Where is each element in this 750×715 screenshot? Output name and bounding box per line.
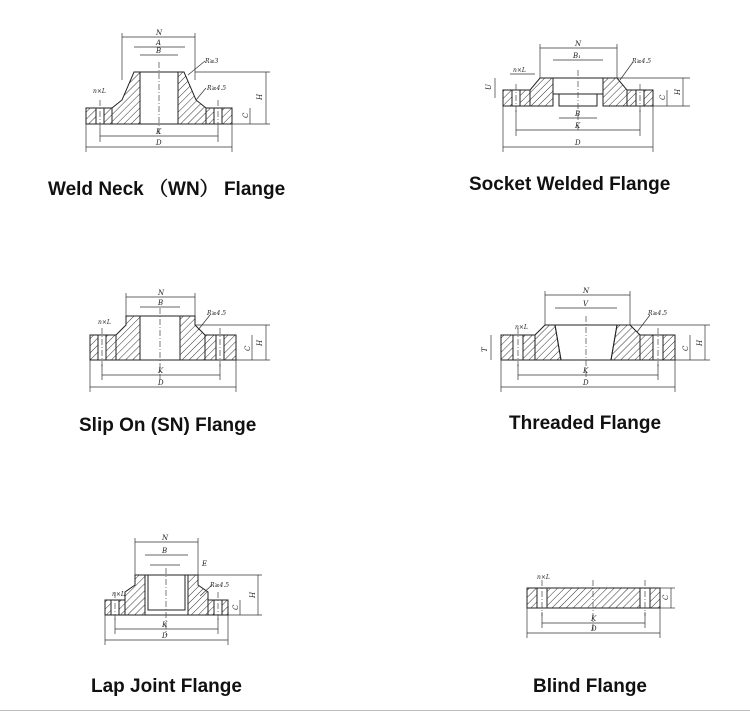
- dim-d-label: D: [162, 632, 168, 640]
- dim-d-label: D: [158, 379, 164, 387]
- dim-nxl-label: n×L: [515, 324, 528, 331]
- dim-h-label: H: [256, 93, 264, 100]
- dim-r1-label: R≥4.5: [210, 582, 230, 589]
- dim-r1-label: R≥4.5: [648, 310, 668, 317]
- lap-joint-flange-panel: [0, 530, 375, 710]
- dim-c-label: C: [244, 345, 252, 351]
- dim-d-label: D: [575, 139, 581, 147]
- dim-c-label: C: [662, 594, 670, 600]
- dim-b-label: B: [162, 547, 168, 555]
- dim-k-label: K: [156, 128, 162, 136]
- dim-h-label: H: [256, 339, 264, 346]
- dim-u-label: U: [485, 84, 493, 90]
- blind-caption: Blind Flange: [533, 676, 647, 697]
- threaded-flange-panel: [375, 280, 750, 460]
- dim-d-label: D: [156, 139, 162, 147]
- dim-c-label: C: [659, 94, 667, 100]
- weld-neck-flange-drawing: [0, 0, 375, 170]
- dim-r1-label: R≥4.5: [207, 310, 227, 317]
- dim-c-label: C: [232, 604, 240, 610]
- dim-n-label: N: [583, 287, 590, 295]
- threaded-flange-drawing: [375, 280, 750, 405]
- dim-k-label: K: [583, 367, 589, 375]
- dim-e-label: E: [202, 560, 208, 568]
- socket-welded-caption: Socket Welded Flange: [469, 174, 671, 195]
- socket-welded-flange-drawing: [375, 0, 750, 170]
- dim-d-label: D: [591, 625, 597, 633]
- dim-nxl-label: n×L: [98, 319, 111, 326]
- weld-neck-flange-panel: [0, 0, 375, 230]
- dim-h-label: H: [674, 88, 682, 95]
- dim-n-label: N: [575, 40, 582, 48]
- dim-nxl-label: n×L: [537, 574, 550, 581]
- dim-n-label: N: [158, 289, 165, 297]
- dim-nxl-label: n×L: [112, 591, 125, 598]
- dim-k-label: K: [575, 122, 581, 130]
- dim-c-label: C: [242, 112, 250, 118]
- lap-joint-caption: Lap Joint Flange: [91, 676, 242, 697]
- dim-n-label: N: [156, 29, 163, 37]
- dim-b-label: B: [158, 299, 164, 307]
- dim-v-label: V: [583, 300, 589, 308]
- dim-r2-label: R≥4.5: [207, 85, 227, 92]
- weld-neck-caption: Weld Neck （WN） Flange: [48, 179, 286, 200]
- dim-b1-label: B₁: [573, 52, 581, 60]
- dim-nxl-label: n×L: [93, 88, 106, 95]
- dim-b-label: B: [575, 110, 581, 118]
- dim-h-label: H: [249, 591, 257, 598]
- blind-flange-panel: [375, 530, 750, 710]
- bottom-border: [0, 710, 750, 711]
- slip-on-flange-drawing: [0, 280, 375, 405]
- dim-k-label: K: [158, 367, 164, 375]
- dim-r1-label: R≥3: [205, 58, 219, 65]
- dim-a-label: A: [156, 39, 162, 47]
- dim-k-label: K: [162, 621, 168, 629]
- threaded-caption: Threaded Flange: [509, 413, 662, 434]
- dim-nxl-label: n×L: [513, 67, 526, 74]
- slip-on-flange-panel: [0, 280, 375, 460]
- slip-on-caption: Slip On (SN) Flange: [79, 415, 257, 436]
- dim-h-label: H: [696, 339, 704, 346]
- dim-d-label: D: [583, 379, 589, 387]
- dim-b-label: B: [156, 47, 162, 55]
- dim-t-label: T: [481, 347, 489, 352]
- dim-k-label: K: [591, 615, 597, 623]
- socket-welded-flange-panel: [375, 0, 750, 230]
- lap-joint-flange-drawing: [0, 530, 375, 655]
- dim-c-label: C: [682, 345, 690, 351]
- dim-n-label: N: [162, 534, 169, 542]
- blind-flange-drawing: [375, 530, 750, 655]
- dim-r1-label: R≥4.5: [632, 58, 652, 65]
